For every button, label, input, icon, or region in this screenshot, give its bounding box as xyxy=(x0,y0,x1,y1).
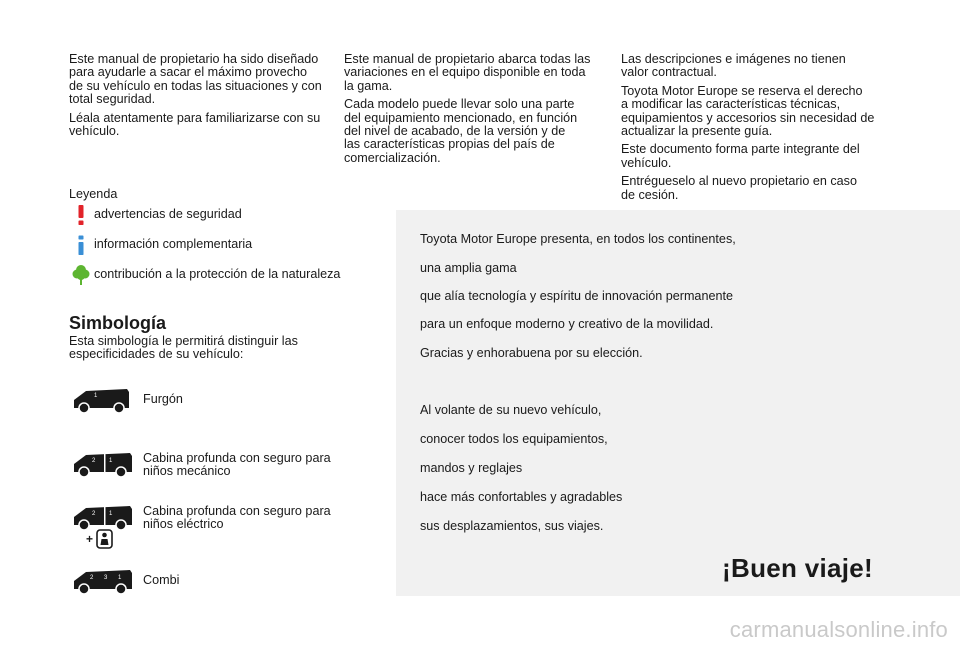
welcome-panel xyxy=(396,210,960,596)
intro-paragraph: Este documento forma parte integrante del vehículo. xyxy=(621,142,860,170)
welcome-line: que alía tecnología y espíritu de innovación permanente xyxy=(420,289,733,303)
seat-row-badge: 1 xyxy=(109,511,113,517)
seat-row-badge: 1 xyxy=(94,393,98,399)
intro-paragraph: Cada modelo puede llevar solo una parte del equipamiento mencionado, en función del nivel de acabado, de la versión y de las características propias del país de comercialización. xyxy=(344,97,578,165)
welcome-line: conocer todos los equipamientos, xyxy=(420,432,608,446)
intro-paragraph: Léala atentamente para familiarizarse con su vehículo. xyxy=(69,110,321,139)
intro-column-2 xyxy=(344,53,599,170)
intro-paragraph: Toyota Motor Europe se reserva el derecho a modificar las características técnicas, equipamientos y accesorios sin necesidad de actualizar la presente guía. xyxy=(621,83,875,139)
intro-paragraph: Entrégueselo al nuevo propietario en caso de cesión. xyxy=(621,174,857,202)
info-i-icon xyxy=(72,234,90,256)
seat-row-badge: 1 xyxy=(118,575,122,581)
vehicle-label: Cabina profunda con seguro para niños mecánico xyxy=(143,451,331,479)
vehicle-row-minibus xyxy=(72,567,342,597)
section-title: Simbología xyxy=(69,313,167,333)
vehicle-row-crew-cab-electric xyxy=(72,503,342,549)
legend-label: advertencias de seguridad xyxy=(94,207,242,221)
legend-label: contribución a la protección de la naturaleza xyxy=(94,267,341,281)
watermark: carmanualsonline.info xyxy=(729,617,948,642)
welcome-line: Toyota Motor Europe presenta, en todos los continentes, xyxy=(420,232,736,246)
welcome-line: una amplia gama xyxy=(420,261,517,275)
vehicle-label: Cabina profunda con seguro para niños eléctrico xyxy=(143,504,331,532)
intro-paragraph: Este manual de propietario ha sido diseñado para ayudarle a sacar el máximo provecho de su vehículo en todas las situaciones y con total seguridad. xyxy=(69,52,322,107)
vehicle-label: Furgón xyxy=(143,392,183,406)
welcome-line: Gracias y enhorabuena por su elección. xyxy=(420,346,643,360)
seat-row-badge: 3 xyxy=(104,575,108,581)
intro-column-3 xyxy=(621,53,891,207)
welcome-line: hace más confortables y agradables xyxy=(420,490,623,504)
seat-row-badge: 2 xyxy=(90,575,94,581)
legend-item-info xyxy=(72,234,352,258)
van-icon xyxy=(72,386,132,414)
svg-text:+: + xyxy=(86,532,94,546)
tree-icon xyxy=(72,264,90,286)
intro-column-1 xyxy=(69,53,334,143)
vehicle-row-van xyxy=(72,386,342,416)
closing-greeting: ¡Buen viaje! xyxy=(722,553,873,583)
welcome-line: para un enfoque moderno y creativo de la movilidad. xyxy=(420,317,714,331)
welcome-line: Al volante de su nuevo vehículo, xyxy=(420,403,602,417)
legend-title: Leyenda xyxy=(69,187,118,201)
crew-cab-van-icon xyxy=(72,503,134,531)
intro-paragraph: Las descripciones e imágenes no tienen valor contractual. xyxy=(621,52,846,80)
crew-cab-van-icon xyxy=(72,450,134,478)
legend-item-warning xyxy=(72,204,352,228)
intro-paragraph: Este manual de propietario abarca todas las variaciones en el equipo disponible en toda la gama. xyxy=(344,52,591,93)
vehicle-row-crew-cab-mechanical xyxy=(72,450,342,480)
warning-exclamation-icon xyxy=(72,204,90,226)
seat-row-badge: 1 xyxy=(109,458,113,464)
seat-row-badge: 2 xyxy=(92,458,96,464)
welcome-line: sus desplazamientos, sus viajes. xyxy=(420,519,604,533)
section-description: Esta simbología le permitirá distinguir las especificidades de su vehículo: xyxy=(69,334,298,362)
welcome-line: mandos y reglajes xyxy=(420,461,523,475)
legend-item-nature xyxy=(72,264,352,288)
legend-label: información complementaria xyxy=(94,237,253,251)
seat-row-badge: 2 xyxy=(92,511,96,517)
electric-child-lock-icon xyxy=(86,529,116,549)
vehicle-label: Combi xyxy=(143,573,180,587)
minibus-icon xyxy=(72,567,134,595)
